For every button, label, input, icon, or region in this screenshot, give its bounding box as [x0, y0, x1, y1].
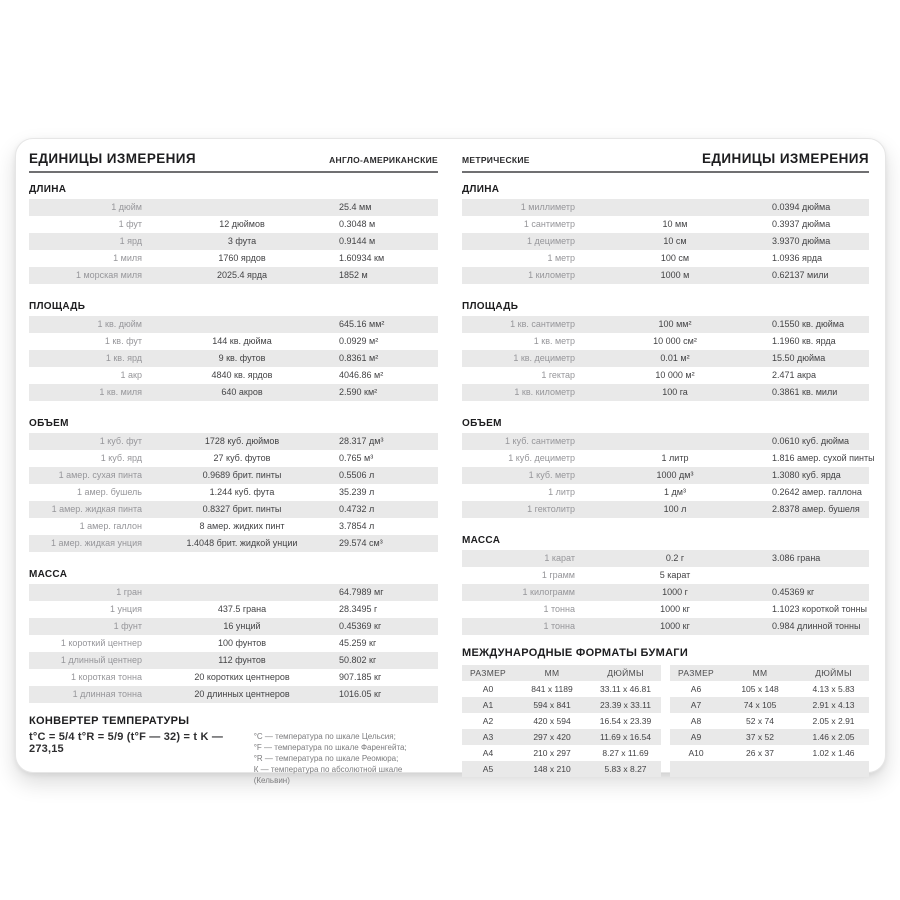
table-row: [29, 367, 438, 384]
table-cell: 11.69 x 16.54: [600, 732, 651, 742]
table-cell: A7: [690, 700, 702, 710]
table-cell: 50.802 кг: [339, 655, 377, 665]
paper-table-header: [462, 665, 661, 681]
table-cell: 640 акров: [221, 387, 263, 397]
table-cell: 1852 м: [339, 270, 368, 280]
paper-table-a6-a10: [670, 665, 869, 777]
table-row: [462, 601, 869, 618]
table-cell: 10 см: [663, 236, 687, 246]
table-cell: 1000 дм³: [656, 470, 694, 480]
table-cell: 10 мм: [662, 219, 688, 229]
table-cell: 26 x 37: [746, 748, 774, 758]
unit-table-mass: [462, 550, 869, 635]
table-row: [462, 333, 869, 350]
table-cell: 27 куб. футов: [213, 453, 271, 463]
section-length: [29, 184, 438, 284]
table-cell: 210 x 297: [533, 748, 571, 758]
table-cell: 1.0936 ярда: [772, 253, 822, 263]
table-row: [29, 350, 438, 367]
table-cell: 5 карат: [659, 570, 691, 580]
table-row: [462, 367, 869, 384]
table-cell: 1.244 куб. фута: [209, 487, 275, 497]
table-row: [29, 518, 438, 535]
table-cell: 1.02 x 1.46: [812, 748, 855, 758]
table-cell: 1 кв. дюйм: [97, 319, 142, 329]
table-cell: 1 кв. фут: [104, 336, 142, 346]
table-cell: A3: [482, 732, 494, 742]
table-cell: 29.574 см³: [339, 538, 383, 548]
table-cell: 4840 кв. ярдов: [211, 370, 273, 380]
table-cell: [580, 199, 770, 216]
table-row: [462, 267, 869, 284]
table-row: [29, 333, 438, 350]
table-cell: [670, 761, 722, 777]
table-cell: 1 короткая тонна: [71, 672, 142, 682]
table-cell: 1 кв. дециметр: [513, 353, 575, 363]
page-metric: [448, 139, 885, 772]
temperature-converter: [29, 715, 438, 786]
table-cell: 1 морская миля: [75, 270, 142, 280]
table-cell: 1.4048 брит. жидкой унции: [186, 538, 298, 548]
legend-line-kelvin: К — температура по абсолютной шкале (Кельвин): [253, 765, 403, 785]
unit-table-length: [29, 199, 438, 284]
table-cell: 2.590 км²: [339, 387, 378, 397]
table-cell: 52 x 74: [746, 716, 774, 726]
table-row: [462, 697, 661, 713]
section-title: ПЛОЩАДЬ: [29, 301, 86, 312]
table-cell: 1728 куб. дюймов: [204, 436, 280, 446]
col-header-mm: ММ: [752, 668, 768, 678]
table-cell: 1 амер. бушель: [76, 487, 142, 497]
table-cell: 0.8361 м²: [339, 353, 379, 363]
page-anglo-american: [16, 139, 448, 785]
table-row: [462, 550, 869, 567]
table-cell: 8 амер. жидких пинт: [199, 521, 285, 531]
table-cell: [147, 199, 337, 216]
table-cell: 112 фунтов: [218, 655, 266, 665]
table-row: [462, 501, 869, 518]
table-cell: 23.39 x 33.11: [600, 700, 651, 710]
table-row: [29, 250, 438, 267]
paper-table-a0-a5: [462, 665, 661, 777]
table-cell: A4: [482, 748, 494, 758]
section-title: МАССА: [29, 569, 68, 580]
table-cell: 841 x 1189: [531, 684, 573, 694]
table-cell: 1 тонна: [543, 604, 575, 614]
section-volume: [462, 418, 875, 518]
table-cell: [770, 567, 869, 584]
temperature-converter-body: [29, 731, 438, 786]
table-row: [29, 618, 438, 635]
paper-formats: [462, 647, 869, 777]
table-cell: 1 сантиметр: [523, 219, 575, 229]
table-cell: 645.16 мм²: [339, 319, 385, 329]
page-subtitle: МЕТРИЧЕСКИЕ: [462, 155, 530, 165]
table-row: [29, 316, 438, 333]
table-cell: 437.5 грана: [217, 604, 267, 614]
table-cell: 1 кв. сантиметр: [510, 319, 575, 329]
table-cell: A1: [482, 700, 494, 710]
table-cell: 1 акр: [120, 370, 142, 380]
table-row: [29, 199, 438, 216]
table-cell: 594 x 841: [533, 700, 571, 710]
page-title: ЕДИНИЦЫ ИЗМЕРЕНИЯ: [29, 151, 196, 166]
table-cell: 12 дюймов: [219, 219, 265, 229]
table-row: [670, 761, 869, 777]
unit-table-area: [29, 316, 438, 401]
table-row: [462, 350, 869, 367]
table-cell: A9: [690, 732, 702, 742]
table-row: [29, 267, 438, 284]
table-row: [29, 584, 438, 601]
table-row: [462, 745, 661, 761]
table-cell: 0.984 длинной тонны: [772, 621, 861, 631]
table-row: [29, 535, 438, 552]
unit-table-volume: [29, 433, 438, 552]
table-cell: 1 амер. галлон: [79, 521, 142, 531]
table-cell: 0.0929 м²: [339, 336, 379, 346]
table-cell: 100 л: [663, 504, 687, 514]
table-cell: 9 кв. футов: [218, 353, 266, 363]
table-cell: 1 литр: [548, 487, 575, 497]
table-cell: [147, 584, 337, 601]
table-cell: 0.45369 кг: [339, 621, 382, 631]
table-cell: 1 кв. метр: [533, 336, 575, 346]
table-cell: 2.05 x 2.91: [812, 716, 855, 726]
paper-table-rows: [462, 681, 661, 777]
table-cell: 0.01 м²: [660, 353, 690, 363]
table-cell: 1 гран: [116, 587, 142, 597]
table-row: [462, 316, 869, 333]
table-row: [462, 467, 869, 484]
table-cell: 0.2 г: [665, 553, 685, 563]
table-cell: 4.13 x 5.83: [812, 684, 855, 694]
table-row: [29, 635, 438, 652]
table-cell: 0.3048 м: [339, 219, 376, 229]
table-cell: 1 длинный центнер: [60, 655, 142, 665]
table-cell: A2: [482, 716, 494, 726]
table-cell: 64.7989 мг: [339, 587, 384, 597]
table-cell: A5: [482, 764, 494, 774]
table-row: [462, 250, 869, 267]
section-title: ДЛИНА: [462, 184, 500, 195]
table-cell: 0.62137 мили: [772, 270, 829, 280]
table-cell: 100 га: [662, 387, 688, 397]
table-row: [462, 681, 661, 697]
table-cell: 1 куб. сантиметр: [505, 436, 575, 446]
table-cell: 1.60934 км: [339, 253, 385, 263]
table-cell: 0.3937 дюйма: [772, 219, 831, 229]
table-cell: 1 куб. фут: [99, 436, 142, 446]
table-cell: 0.765 м³: [339, 453, 374, 463]
table-cell: 10 000 см²: [653, 336, 697, 346]
table-cell: 74 x 105: [743, 700, 777, 710]
paper-table-rows: [670, 681, 869, 777]
col-header-mm: ММ: [544, 668, 560, 678]
table-cell: 1 километр: [528, 270, 575, 280]
table-cell: 144 кв. дюйма: [212, 336, 272, 346]
table-row: [462, 384, 869, 401]
table-cell: 0.0610 куб. дюйма: [772, 436, 850, 446]
table-row: [462, 233, 869, 250]
page-header: [462, 151, 869, 166]
table-cell: 20 коротких центнеров: [194, 672, 290, 682]
table-row: [29, 467, 438, 484]
table-cell: 1 фут: [118, 219, 142, 229]
table-cell: A10: [688, 748, 704, 758]
table-row: [462, 584, 869, 601]
table-row: [670, 697, 869, 713]
table-row: [462, 713, 661, 729]
table-cell: 1 куб. метр: [528, 470, 575, 480]
table-cell: 1 дециметр: [527, 236, 575, 246]
section-title: ДЛИНА: [29, 184, 67, 195]
table-cell: 1 литр: [661, 453, 689, 463]
table-row: [29, 484, 438, 501]
section-title: МАССА: [462, 535, 501, 546]
table-cell: 0.5506 л: [339, 470, 375, 480]
table-cell: 1.3080 куб. ярда: [772, 470, 841, 480]
table-row: [29, 433, 438, 450]
table-cell: 10 000 м²: [655, 370, 695, 380]
table-cell: 1 гектолитр: [527, 504, 575, 514]
table-row: [29, 501, 438, 518]
legend-line-reaumur: °R — температура по шкале Реомюра;: [253, 754, 399, 763]
section-title: ПЛОЩАДЬ: [462, 301, 519, 312]
table-cell: 100 мм²: [658, 319, 692, 329]
table-row: [462, 433, 869, 450]
table-row: [462, 567, 869, 584]
table-cell: 45.259 кг: [339, 638, 377, 648]
table-cell: 1000 кг: [660, 621, 690, 631]
table-row: [29, 216, 438, 233]
table-cell: 420 x 594: [533, 716, 571, 726]
table-row: [29, 686, 438, 703]
temperature-converter-title: КОНВЕРТЕР ТЕМПЕРАТУРЫ: [29, 715, 190, 727]
section-area: [29, 301, 438, 401]
table-cell: 0.8327 брит. пинты: [202, 504, 282, 514]
table-cell: 1 грамм: [541, 570, 575, 580]
table-cell: 1 длинная тонна: [72, 689, 142, 699]
table-cell: 1 тонна: [543, 621, 575, 631]
table-row: [462, 199, 869, 216]
col-header-inches: ДЮЙМЫ: [815, 668, 852, 678]
section-title: ОБЪЕМ: [29, 418, 69, 429]
table-cell: A8: [690, 716, 702, 726]
table-row: [29, 384, 438, 401]
table-cell: 1 миля: [113, 253, 142, 263]
table-cell: 100 см: [660, 253, 690, 263]
table-cell: 16.54 x 23.39: [599, 716, 652, 726]
table-cell: 2.471 акра: [772, 370, 816, 380]
table-cell: 0.3861 кв. мили: [772, 387, 838, 397]
table-cell: 1 кв. километр: [514, 387, 575, 397]
table-cell: 1.46 x 2.05: [812, 732, 855, 742]
table-cell: 1 кв. ярд: [105, 353, 142, 363]
table-cell: 1 короткий центнер: [60, 638, 142, 648]
table-row: [462, 761, 661, 777]
table-row: [462, 484, 869, 501]
legend-line-fahrenheit: °F — температура по шкале Фаренгейта;: [253, 743, 407, 752]
table-cell: 1000 г: [662, 587, 688, 597]
table-cell: 1 метр: [547, 253, 575, 263]
legend-line-celsius: °C — температура по шкале Цельсия;: [253, 732, 396, 741]
table-row: [462, 618, 869, 635]
table-cell: 33.11 x 46.81: [600, 684, 651, 694]
table-row: [29, 652, 438, 669]
table-cell: 1 куб. дециметр: [508, 453, 575, 463]
table-cell: 0.2642 амер. галлона: [772, 487, 862, 497]
table-cell: 37 x 52: [746, 732, 774, 742]
table-cell: 1 амер. жидкая унция: [50, 538, 142, 548]
table-cell: 3.7854 л: [339, 521, 375, 531]
header-rule: [462, 171, 869, 173]
table-cell: 28.3495 г: [339, 604, 378, 614]
table-cell: 2.91 x 4.13: [812, 700, 855, 710]
table-cell: [580, 433, 770, 450]
section-length: [462, 184, 869, 284]
table-cell: 1760 ярдов: [218, 253, 266, 263]
table-cell: 0.9689 брит. пинты: [202, 470, 282, 480]
table-row: [670, 713, 869, 729]
table-cell: 1.816 амер. сухой пинты: [772, 453, 875, 463]
table-cell: A0: [482, 684, 494, 694]
table-cell: A6: [690, 684, 702, 694]
table-cell: 8.27 x 11.69: [602, 748, 649, 758]
table-cell: 1 дюйм: [111, 202, 142, 212]
table-cell: 297 x 420: [533, 732, 571, 742]
table-row: [670, 745, 869, 761]
section-volume: [29, 418, 438, 552]
unit-table-mass: [29, 584, 438, 703]
table-row: [670, 681, 869, 697]
table-cell: 1 миллиметр: [520, 202, 575, 212]
table-cell: 16 унций: [223, 621, 261, 631]
unit-table-length: [462, 199, 869, 284]
table-cell: 0.0394 дюйма: [772, 202, 831, 212]
temperature-formula: t°C = 5/4 t°R = 5/9 (t°F — 32) = t K — 273,15: [29, 731, 224, 755]
paper-tables: [462, 665, 869, 777]
table-cell: 1 амер. жидкая пинта: [51, 504, 142, 514]
table-cell: 1 гектар: [541, 370, 575, 380]
table-cell: 1 унция: [109, 604, 142, 614]
table-cell: 1.1960 кв. ярда: [772, 336, 836, 346]
table-cell: 1 дм³: [664, 487, 686, 497]
table-row: [29, 601, 438, 618]
unit-table-area: [462, 316, 869, 401]
table-cell: 907.185 кг: [339, 672, 382, 682]
table-cell: [147, 316, 337, 333]
table-cell: 1016.05 кг: [339, 689, 382, 699]
table-cell: 1 фунт: [113, 621, 142, 631]
paper-table-header: [670, 665, 869, 681]
table-row: [462, 450, 875, 467]
table-row: [29, 233, 438, 250]
table-row: [462, 729, 661, 745]
table-cell: 3.086 грана: [772, 553, 821, 563]
table-row: [29, 450, 438, 467]
table-cell: 4046.86 м²: [339, 370, 384, 380]
table-cell: 20 длинных центнеров: [194, 689, 290, 699]
table-cell: 0.9144 м: [339, 236, 376, 246]
table-cell: 1 ярд: [119, 236, 142, 246]
table-cell: 105 x 148: [741, 684, 779, 694]
table-cell: 1 килограмм: [522, 587, 575, 597]
table-cell: 0.45369 кг: [772, 587, 815, 597]
table-cell: 1 куб. ярд: [100, 453, 142, 463]
table-cell: 15.50 дюйма: [772, 353, 826, 363]
table-cell: 1000 кг: [660, 604, 690, 614]
section-mass: [462, 535, 869, 635]
table-cell: 3 фута: [227, 236, 257, 246]
page-subtitle: АНГЛО-АМЕРИКАНСКИЕ: [329, 155, 438, 165]
table-cell: 5.83 x 8.27: [604, 764, 647, 774]
table-cell: 1 амер. сухая пинта: [58, 470, 142, 480]
table-cell: 28.317 дм³: [339, 436, 384, 446]
table-cell: 2.8378 амер. бушеля: [772, 504, 860, 514]
table-cell: [798, 761, 869, 777]
table-cell: 1 карат: [544, 553, 575, 563]
section-mass: [29, 569, 438, 703]
page-title: ЕДИНИЦЫ ИЗМЕРЕНИЯ: [702, 151, 869, 166]
table-cell: 1000 м: [660, 270, 690, 280]
table-row: [462, 216, 869, 233]
table-cell: 2025.4 ярда: [217, 270, 267, 280]
table-cell: 0.4732 л: [339, 504, 375, 514]
measurement-units-card: [15, 138, 886, 785]
table-cell: 0.1550 кв. дюйма: [772, 319, 844, 329]
table-row: [29, 669, 438, 686]
col-header-size: РАЗМЕР: [677, 668, 715, 678]
header-rule: [29, 171, 438, 173]
temperature-legend: [254, 731, 438, 786]
page-header: [29, 151, 438, 166]
section-title: ОБЪЕМ: [462, 418, 502, 429]
table-cell: 100 фунтов: [217, 638, 267, 648]
col-header-inches: ДЮЙМЫ: [607, 668, 644, 678]
col-header-size: РАЗМЕР: [469, 668, 507, 678]
unit-table-volume: [462, 433, 875, 518]
table-cell: 3.9370 дюйма: [772, 236, 831, 246]
table-cell: 1.1023 короткой тонны: [772, 604, 868, 614]
table-cell: 35.239 л: [339, 487, 375, 497]
table-cell: 1 кв. миля: [99, 387, 142, 397]
table-cell: 148 x 210: [533, 764, 571, 774]
section-area: [462, 301, 869, 401]
paper-formats-title: МЕЖДУНАРОДНЫЕ ФОРМАТЫ БУМАГИ: [462, 647, 689, 659]
table-cell: 25.4 мм: [339, 202, 372, 212]
table-row: [670, 729, 869, 745]
table-cell: [722, 761, 798, 777]
